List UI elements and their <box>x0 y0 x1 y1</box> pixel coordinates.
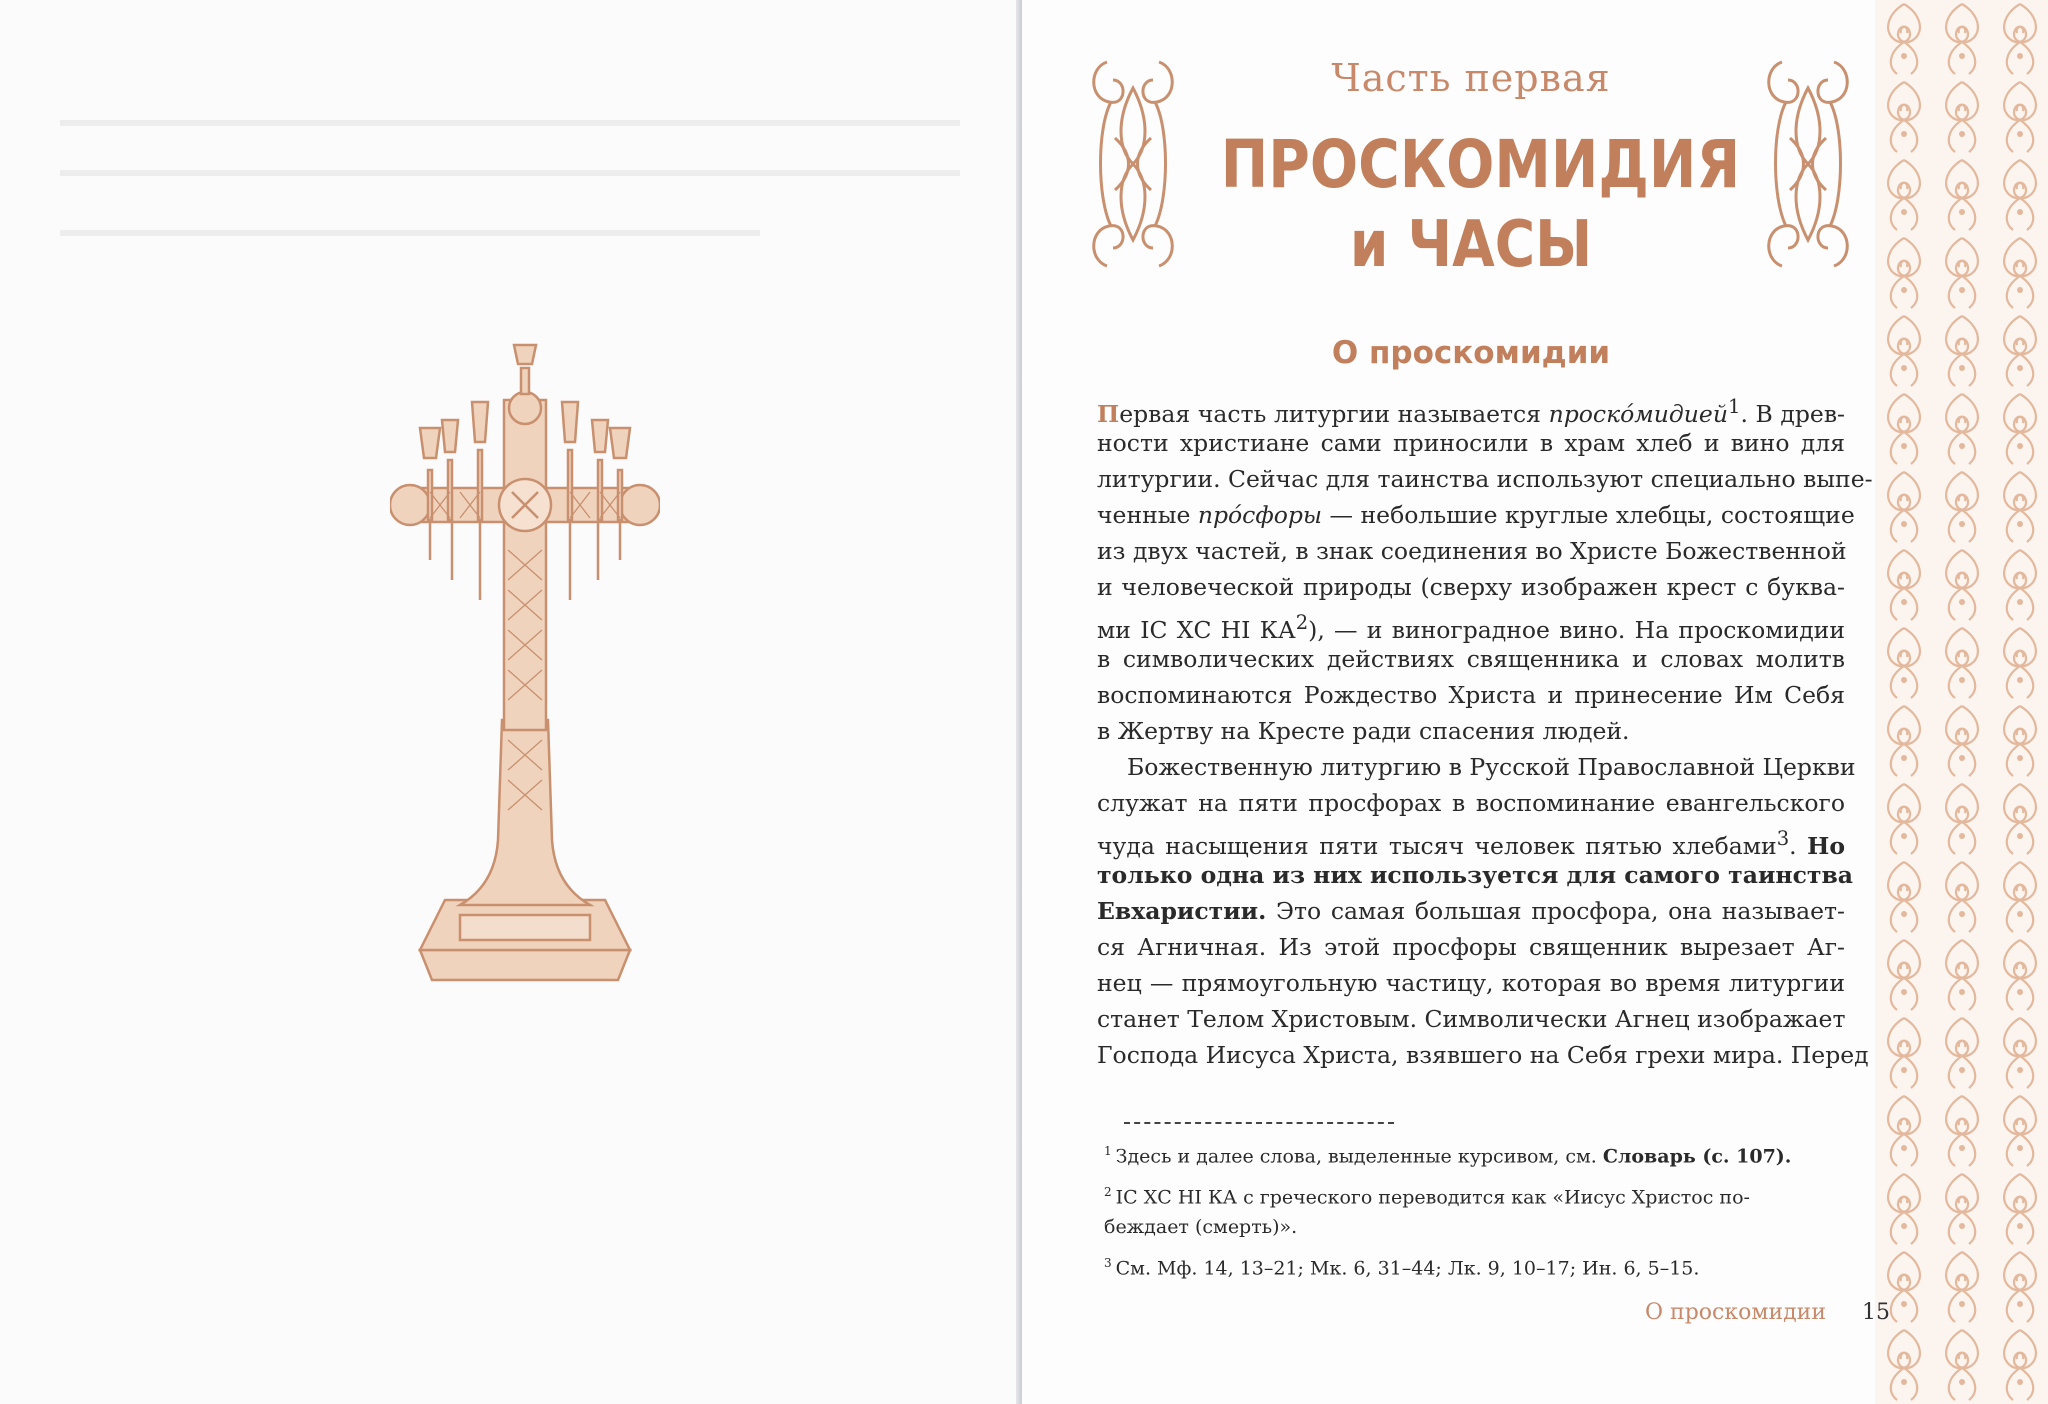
paragraph-line: ченные про́сфоры — небольшие круглые хлебцы, состоящие <box>1097 501 1855 529</box>
paragraph-line: Господа Иисуса Христа, взявшего на Себя грехи мира. Перед <box>1097 1041 1869 1069</box>
show-through-text <box>60 170 960 176</box>
footnotes <box>1104 1137 1844 1283</box>
paragraph-line: Божественную литургию в Русской Православной Церкви <box>1127 753 1856 781</box>
ornament-panel-left-icon <box>1087 58 1179 270</box>
paragraph-line: Первая часть литургии называется проско́мидией$^1$. В древ- <box>1097 395 1845 428</box>
part-title: Часть первая <box>1331 56 1611 100</box>
glossary-term: про́сфоры <box>1197 501 1323 529</box>
paragraph-line: из двух частей, в знак соединения во Христе Божественной <box>1097 537 1847 565</box>
footnote-ref: 3 <box>1776 827 1790 850</box>
left-page <box>0 0 1022 1404</box>
candelabrum-cross-icon <box>390 340 660 990</box>
glossary-term: проско́мидией <box>1548 399 1728 428</box>
paragraph-line: воспоминаются Рождество Христа и принесение Им Себя <box>1097 681 1845 709</box>
paragraph-line: ми IС ХС НI $КА^2$), — и виноградное вино. На проскомидии <box>1097 611 1845 644</box>
paragraph-line: Евхаристии. Это самая большая просфора, она называет- <box>1097 897 1845 925</box>
footnote-ref: 1 <box>1727 395 1741 418</box>
running-title: О проскомидии <box>1645 1300 1826 1325</box>
footnote-2: $^2$ IС ХС НI КА с греческого переводится как «Иисус Христос по- <box>1104 1185 1750 1209</box>
footnote-3: $^3$ См. Мф. 14, 13–21; Мк. 6, 31–44; Лк. 9, 10–17; Ин. 6, 5–15. <box>1104 1255 1700 1279</box>
paragraph-line: и человеческой природы (сверху изображен крест с буква- <box>1097 573 1845 601</box>
paragraph-line: ся Агничная. Из этой просфоры священник вырезает Аг- <box>1097 933 1845 961</box>
footnote-2-cont: беждает (смерть)». <box>1104 1215 1298 1238</box>
show-through-text <box>60 120 960 126</box>
body-text <box>1097 389 1873 1073</box>
paragraph-line: в Жертву на Кресте ради спасения людей. <box>1097 717 1630 745</box>
paragraph-line: служат на пяти просфорах в воспоминание евангельского <box>1097 789 1845 817</box>
ornament-panel-right-icon <box>1762 58 1854 270</box>
footnote-1: $^1$ Здесь и далее слова, выделенные курсивом, см. Словарь (с. 107). <box>1104 1144 1792 1168</box>
ornament-border-strip <box>1875 0 2048 1404</box>
footnote-ref: 2 <box>1295 611 1309 634</box>
paragraph-line: в символических действиях священника и словах молитв <box>1097 645 1845 673</box>
paragraph-line: литургии. Сейчас для таинства используют специально выпе- <box>1097 465 1873 493</box>
page-number: 15 <box>1862 1300 1890 1325</box>
chapter-title-line-1: ПРОСКОМИДИЯ <box>1220 126 1741 203</box>
paragraph-line: ности христиане сами приносили в храм хлеб и вино для <box>1097 429 1845 457</box>
show-through-text <box>60 230 760 236</box>
footnote-divider <box>1124 1122 1394 1124</box>
paragraph-line: нец — прямоугольную частицу, которая во время литургии <box>1097 969 1845 997</box>
drop-cap: П <box>1097 399 1120 428</box>
section-heading: О проскомидии <box>1331 335 1611 371</box>
paragraph-line: только одна из них используется для самого таинства <box>1097 861 1853 889</box>
chapter-title-line-2: и ЧАСЫ <box>1349 208 1593 282</box>
paragraph-line: станет Телом Христовым. Символически Агнец изображает <box>1097 1005 1846 1033</box>
paragraph-line: чуда насыщения пяти тысяч человек пятью хлебами$^3$. Но <box>1097 827 1845 860</box>
